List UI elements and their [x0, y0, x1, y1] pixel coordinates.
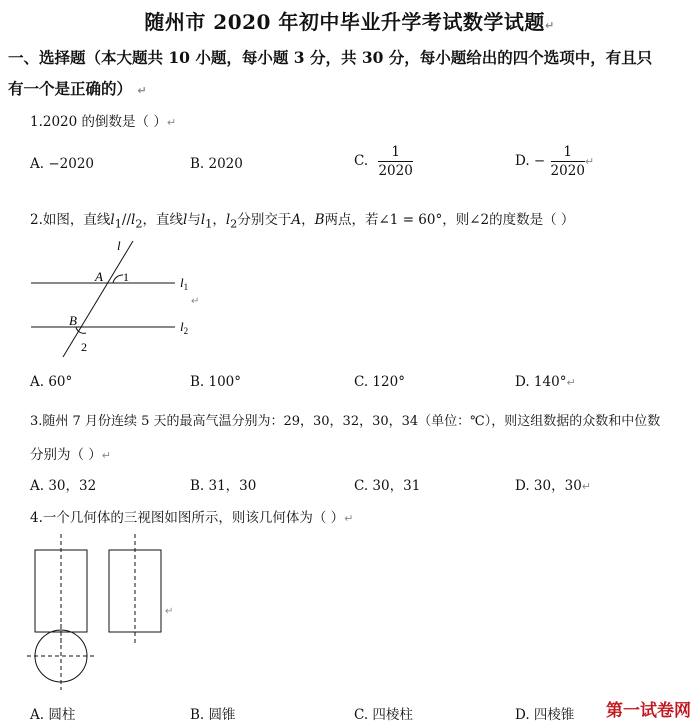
label-l: l: [117, 238, 121, 253]
question-3-line1: 3.随州 7 月份连续 5 天的最高气温分别为：29，30，32，30，34（单位：℃），则这组数据的众数和中位数: [30, 414, 661, 429]
transversal-l: [63, 241, 133, 357]
label-angle-2: 2: [81, 340, 87, 354]
q3-option-c: C. 30，31: [354, 478, 421, 494]
q4-option-d: D. 四棱锥: [515, 707, 575, 723]
three-view-figure: [25, 532, 205, 702]
fraction: $\frac{1}{2020}$: [378, 144, 413, 179]
q4-option-a: A. 圆柱: [30, 707, 76, 723]
angle-1-arc: [113, 275, 123, 283]
q2-option-c: C. 120°: [354, 374, 405, 390]
parallel-lines-figure: [25, 235, 215, 365]
label-angle-1: 1: [123, 270, 129, 284]
paragraph-mark: ↵: [191, 296, 200, 307]
question-2-stem: 2.如图，直线$l_1//l_2$，直线l与$l_1$，$l_2$分别交于A，B两点，若∠1 = 60°，则∠2的度数是（ ）: [30, 212, 575, 231]
q3-option-b: B. 31，30: [190, 478, 257, 494]
section-heading-line1: 一、选择题（本大题共 10 小题，每小题 3 分，共 30 分，每小题给出的四个选项中，有且只: [8, 48, 653, 67]
section-heading-line2: 有一个是正确的） ↵: [8, 79, 147, 98]
q1-option-c: C. $\frac{1}{2020}$: [354, 144, 413, 179]
q2-option-d: D. 140°↵: [515, 374, 576, 390]
paragraph-mark: ↵: [544, 19, 555, 32]
q4-option-b: B. 圆锥: [190, 707, 236, 723]
page-title: 随州市 2020 年初中毕业升学考试数学试题↵: [144, 10, 555, 34]
question-1-stem: 1.2020 的倒数是（ ）↵: [30, 114, 177, 130]
q3-option-a: A. 30，32: [30, 478, 97, 494]
label-A: A: [95, 269, 103, 284]
question-4-stem: 4.一个几何体的三视图如图所示，则该几何体为（ ）↵: [30, 510, 354, 526]
q1-option-a: A. −2020: [30, 156, 94, 172]
q4-option-c: C. 四棱柱: [354, 707, 413, 723]
site-watermark: 第一试卷网: [606, 701, 691, 721]
label-B: B: [69, 313, 77, 328]
q2-option-a: A. 60°: [30, 374, 73, 390]
fraction: $\frac{1}{2020}$: [550, 144, 585, 179]
paragraph-mark: ↵: [165, 606, 174, 617]
q3-option-d: D. 30，30↵: [515, 478, 592, 494]
label-l2: $l_2$: [180, 319, 189, 336]
label-l1: $l_1$: [180, 275, 189, 292]
q1-option-d: D. − $\frac{1}{2020}$ ↵: [515, 144, 595, 179]
question-3-line2: 分别为（ ）↵: [30, 447, 112, 463]
q2-option-b: B. 100°: [190, 374, 242, 390]
q1-option-b: B. 2020: [190, 156, 243, 172]
